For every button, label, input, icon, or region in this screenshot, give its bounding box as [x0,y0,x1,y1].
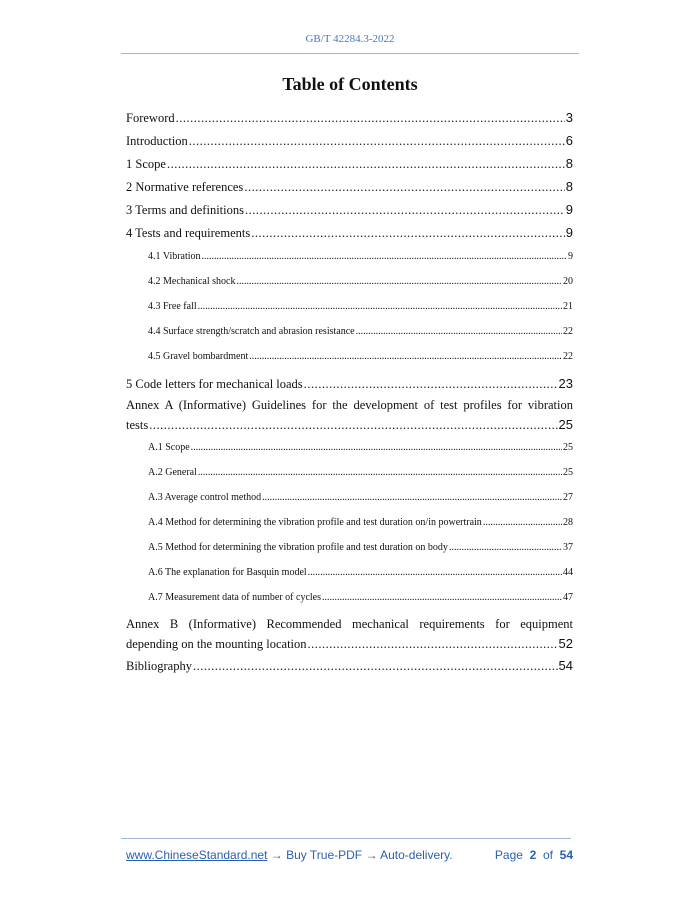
toc-entry-introduction[interactable]: Introduction ..... 6 [126,129,573,152]
toc-entry-code-letters[interactable]: 5 Code letters for mechanical loads ..... 23 [126,372,573,395]
table-of-contents [126,106,573,677]
toc-subentry[interactable]: A.7 Measurement data of number of cycles ..... 47 [126,585,573,610]
toc-subentry[interactable]: A.1 Scope ..... 25 [126,435,573,460]
footer-divider [121,838,571,839]
toc-entry-bibliography[interactable]: Bibliography ..... 54 [126,654,573,677]
page-number: Page 2 of 54 [494,848,573,862]
toc-subentry[interactable]: A.4 Method for determining the vibration profile and test duration on/in powertrain ..... 28 [126,510,573,535]
toc-entry-tests-requirements[interactable]: 4 Tests and requirements ..... 9 [126,221,573,244]
website-link[interactable]: www.ChineseStandard.net [126,848,268,862]
page-header-doc-id: GB/T 42284.3-2022 [305,33,395,45]
toc-subentry[interactable]: A.5 Method for determining the vibration profile and test duration on body ..... 37 [126,535,573,560]
toc-subentry[interactable]: 4.3 Free fall ..... 21 [126,294,573,319]
toc-title: Table of Contents [282,74,418,94]
toc-entry-scope[interactable]: 1 Scope ..... 8 [126,152,573,175]
header-divider [121,53,579,54]
toc-subentry[interactable]: 4.4 Surface strength/scratch and abrasion resistance ..... 22 [126,319,573,344]
toc-entry-annex-a[interactable]: Annex A (Informative) Guidelines for the development of test profiles for vibration tests ..... 25 [126,395,573,435]
toc-entry-normative-references[interactable]: 2 Normative references ..... 8 [126,175,573,198]
toc-subentry[interactable]: 4.5 Gravel bombardment ..... 22 [126,344,573,369]
toc-entry-foreword[interactable]: Foreword ..... 3 [126,106,573,129]
toc-entry-terms-definitions[interactable]: 3 Terms and definitions ..... 9 [126,198,573,221]
toc-subentry[interactable]: A.3 Average control method ..... 27 [126,485,573,510]
toc-subentry[interactable]: A.2 General ..... 25 [126,460,573,485]
footer-promo: → Buy True-PDF → Auto-delivery. [267,848,453,862]
toc-entry-annex-b[interactable]: Annex B (Informative) Recommended mechanical requirements for equipment depending on the mounting location ..... 52 [126,614,573,654]
toc-subentry[interactable]: 4.1 Vibration ..... 9 [126,244,573,269]
page-footer [126,848,573,864]
toc-subentry[interactable]: A.6 The explanation for Basquin model ..... 44 [126,560,573,585]
toc-subentry[interactable]: 4.2 Mechanical shock ..... 20 [126,269,573,294]
